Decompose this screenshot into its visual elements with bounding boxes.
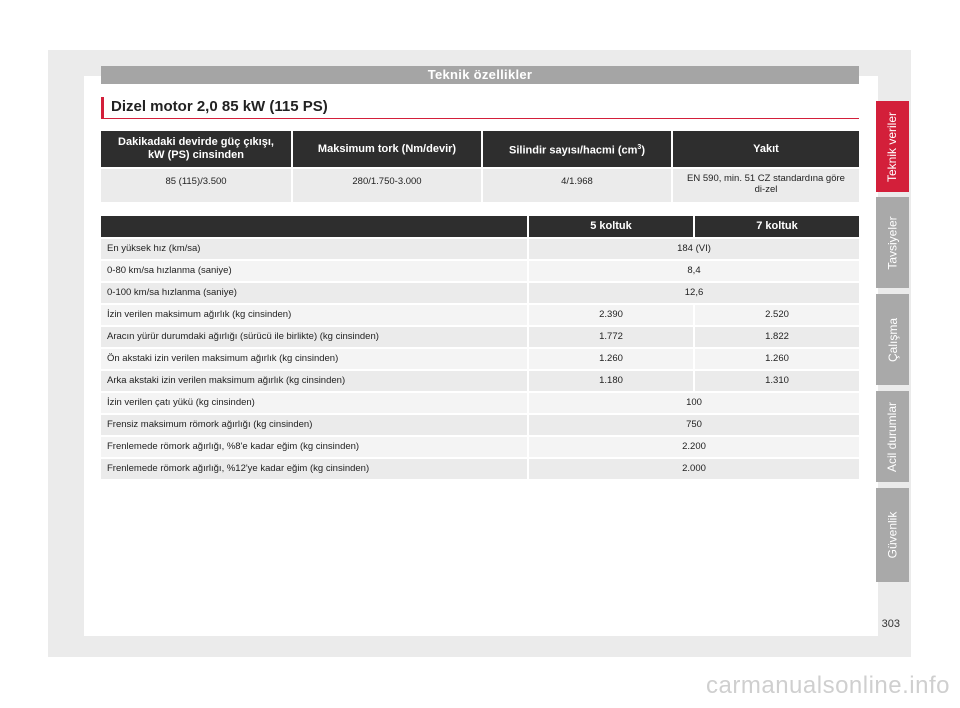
- side-tab-teknik-veriler[interactable]: [876, 101, 909, 192]
- header-cyl-suffix: ): [641, 144, 645, 157]
- table-row: [101, 327, 859, 347]
- row-label: Frenlemede römork ağırlığı, %8'e kadar eğim (kg cinsinden): [101, 437, 527, 457]
- row-value: 2.000: [529, 459, 859, 479]
- engine-table-row: [101, 169, 859, 202]
- row-label: İzin verilen çatı yükü (kg cinsinden): [101, 393, 527, 413]
- row-label: Ön akstaki izin verilen maksimum ağırlık (kg cinsinden): [101, 349, 527, 369]
- row-value: 12,6: [529, 283, 859, 303]
- side-tab-label: Tavsiyeler: [885, 215, 900, 270]
- header-blank: [101, 216, 527, 237]
- side-tab-guvenlik[interactable]: [876, 488, 909, 582]
- table-row: [101, 393, 859, 413]
- engine-table-header-row: [101, 131, 859, 167]
- row-value: 184 (VI): [529, 239, 859, 259]
- row-value-7-seats: 1.822: [695, 327, 859, 347]
- row-label: Frenlemede römork ağırlığı, %12'ye kadar eğim (kg cinsinden): [101, 459, 527, 479]
- row-value-5-seats: 2.390: [529, 305, 693, 325]
- side-tab-acil-durumlar[interactable]: [876, 391, 909, 482]
- performance-header-row: [101, 216, 859, 237]
- header-torque: Maksimum tork (Nm/devir): [293, 131, 481, 167]
- page-number: 303: [881, 618, 900, 630]
- table-row: [101, 261, 859, 281]
- table-row: [101, 371, 859, 391]
- header-power: [101, 131, 291, 167]
- header-fuel: Yakıt: [673, 131, 859, 167]
- row-value-7-seats: 1.260: [695, 349, 859, 369]
- header-cyl-text: Silindir sayısı/hacmi (cm: [509, 144, 638, 157]
- row-label: 0-80 km/sa hızlanma (saniye): [101, 261, 527, 281]
- table-row: [101, 349, 859, 369]
- table-row: [101, 283, 859, 303]
- row-value-5-seats: 1.260: [529, 349, 693, 369]
- row-value-5-seats: 1.180: [529, 371, 693, 391]
- row-value: 2.200: [529, 437, 859, 457]
- performance-table: [99, 214, 861, 481]
- row-label: Frensiz maksimum römork ağırlığı (kg cinsinden): [101, 415, 527, 435]
- header-5-seats: 5 koltuk: [529, 216, 693, 237]
- side-tab-calisma[interactable]: [876, 294, 909, 385]
- row-value: 8,4: [529, 261, 859, 281]
- section-title: Dizel motor 2,0 85 kW (115 PS): [101, 97, 859, 119]
- cell-torque: 280/1.750-3.000: [293, 169, 481, 202]
- header-cylinders: [483, 131, 671, 167]
- row-value-7-seats: 2.520: [695, 305, 859, 325]
- side-tab-tavsiyeler[interactable]: [876, 197, 909, 288]
- side-tab-label: Teknik veriler: [885, 111, 900, 182]
- row-label: 0-100 km/sa hızlanma (saniye): [101, 283, 527, 303]
- row-value-5-seats: 1.772: [529, 327, 693, 347]
- table-row: [101, 437, 859, 457]
- row-label: En yüksek hız (km/sa): [101, 239, 527, 259]
- header-cyl-sup: 3: [637, 143, 642, 151]
- table-row: [101, 415, 859, 435]
- header-power-line2: kW (PS) cinsinden: [148, 149, 244, 161]
- cell-cylinders: 4/1.968: [483, 169, 671, 202]
- chapter-header: Teknik özellikler: [101, 66, 859, 84]
- row-label: İzin verilen maksimum ağırlık (kg cinsinden): [101, 305, 527, 325]
- table-row: [101, 459, 859, 479]
- cell-fuel: EN 590, min. 51 CZ standardına göre di-zel: [673, 169, 859, 202]
- side-tab-label: Güvenlik: [885, 511, 900, 559]
- table-row: [101, 305, 859, 325]
- side-tab-label: Çalışma: [885, 317, 900, 362]
- table-row: [101, 239, 859, 259]
- row-label: Arka akstaki izin verilen maksimum ağırlık (kg cinsinden): [101, 371, 527, 391]
- header-power-line1: Dakikadaki devirde güç çıkışı,: [118, 136, 274, 148]
- row-value-7-seats: 1.310: [695, 371, 859, 391]
- side-tab-label: Acil durumlar: [885, 401, 900, 472]
- row-value: 100: [529, 393, 859, 413]
- row-value: 750: [529, 415, 859, 435]
- cell-power: 85 (115)/3.500: [101, 169, 291, 202]
- watermark: carmanualsonline.info: [706, 672, 950, 699]
- engine-spec-table: [99, 129, 861, 204]
- row-label: Aracın yürür durumdaki ağırlığı (sürücü ile birlikte) (kg cinsinden): [101, 327, 527, 347]
- header-7-seats: 7 koltuk: [695, 216, 859, 237]
